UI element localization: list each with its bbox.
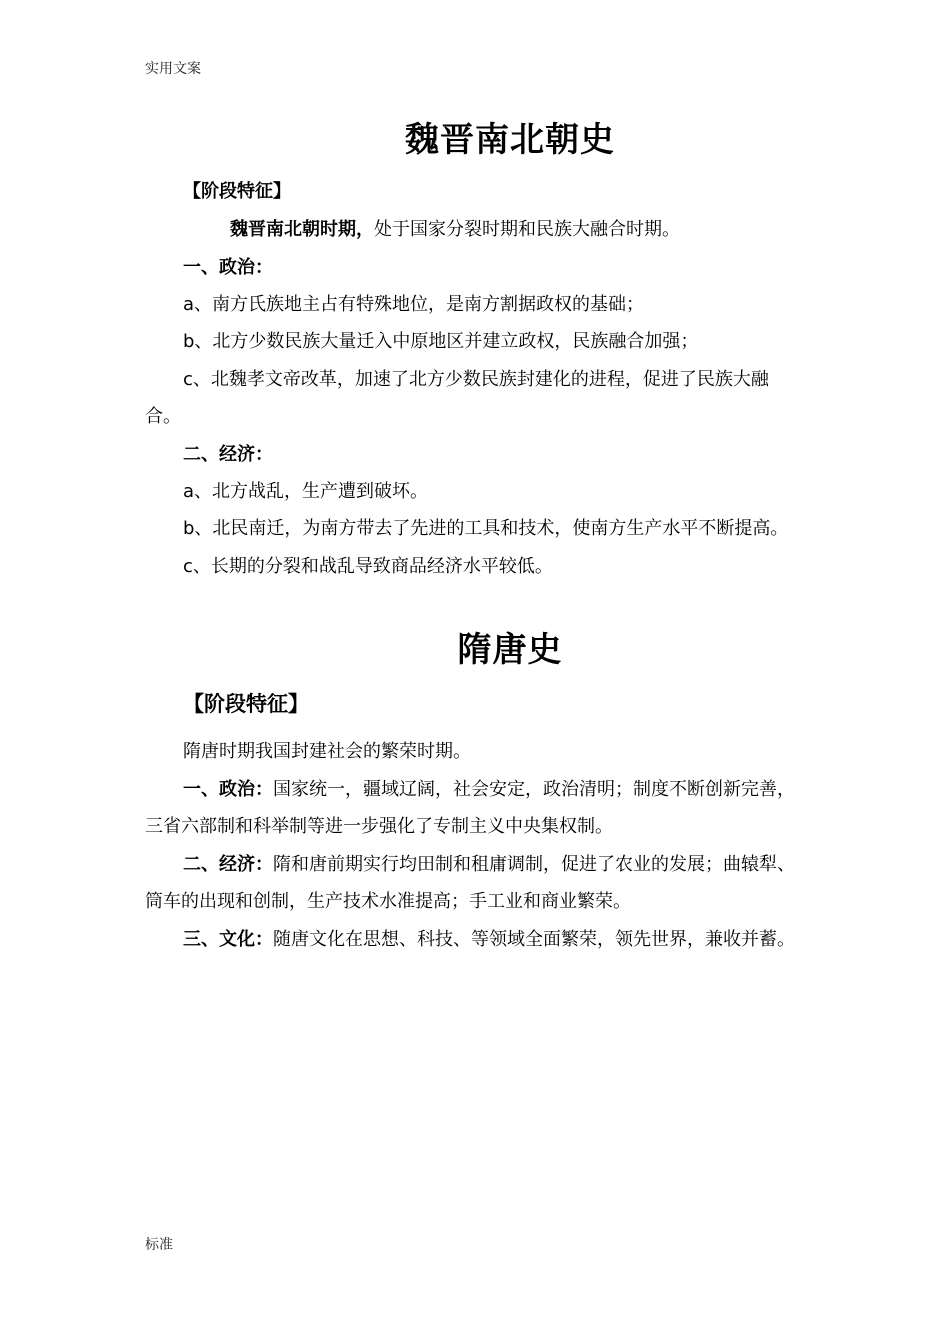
sui-tang-politics-line1 bbox=[183, 778, 795, 802]
economy-item-c: c、长期的分裂和战乱导致商品经济水平较低。 bbox=[183, 556, 553, 577]
politics-item-a: a、南方氏族地主占有特殊地位，是南方割据政权的基础； bbox=[183, 294, 645, 315]
sui-tang-intro: 隋唐时期我国封建社会的繁荣时期。 bbox=[183, 741, 471, 762]
economy-item-b: b、北民南迁，为南方带去了先进的工具和技术，使南方生产水平不断提高。 bbox=[183, 518, 789, 539]
sui-tang-economy-label: 二、经济： bbox=[183, 854, 273, 875]
sui-tang-politics-text: 国家统一，疆域辽阔，社会安定，政治清明；制度不断创新完善， bbox=[273, 779, 795, 800]
sui-tang-politics-line2: 三省六部制和科举制等进一步强化了专制主义中央集权制。 bbox=[145, 816, 613, 837]
running-header: 实用文案 bbox=[145, 61, 201, 77]
section-title-wei-jin: 魏晋南北朝史 bbox=[405, 120, 615, 160]
sui-tang-culture-label: 三、文化： bbox=[183, 929, 273, 950]
politics-item-c-line2: 合。 bbox=[145, 406, 181, 427]
sui-tang-economy-line2: 筒车的出现和创制，生产技术水准提高；手工业和商业繁荣。 bbox=[145, 891, 631, 912]
sui-tang-economy-text: 隋和唐前期实行均田制和租庸调制，促进了农业的发展；曲辕犁、 bbox=[273, 854, 795, 875]
stage-feature-label-2: 【阶段特征】 bbox=[183, 692, 309, 716]
sui-tang-culture-text: 随唐文化在思想、科技、等领域全面繁荣，领先世界，兼收并蓄。 bbox=[273, 929, 795, 950]
politics-heading: 一、政治： bbox=[183, 257, 273, 278]
economy-heading: 二、经济： bbox=[183, 444, 273, 465]
stage-feature-label: 【阶段特征】 bbox=[183, 181, 291, 202]
economy-item-a: a、北方战乱，生产遭到破坏。 bbox=[183, 481, 429, 502]
intro-bold-lead: 魏晋南北朝时期， bbox=[230, 219, 374, 240]
section-title-sui-tang: 隋唐史 bbox=[457, 630, 563, 670]
sui-tang-culture-line bbox=[183, 928, 795, 952]
politics-item-c-line1: c、北魏孝文帝改革，加速了北方少数民族封建化的进程，促进了民族大融 bbox=[183, 369, 769, 390]
politics-item-b: b、北方少数民族大量迁入中原地区并建立政权，民族融合加强； bbox=[183, 331, 699, 352]
running-footer: 标准 bbox=[145, 1237, 173, 1253]
intro-text: 处于国家分裂时期和民族大融合时期。 bbox=[374, 219, 680, 240]
sui-tang-economy-line1 bbox=[183, 853, 795, 877]
intro-paragraph bbox=[230, 218, 680, 242]
sui-tang-politics-label: 一、政治： bbox=[183, 779, 273, 800]
